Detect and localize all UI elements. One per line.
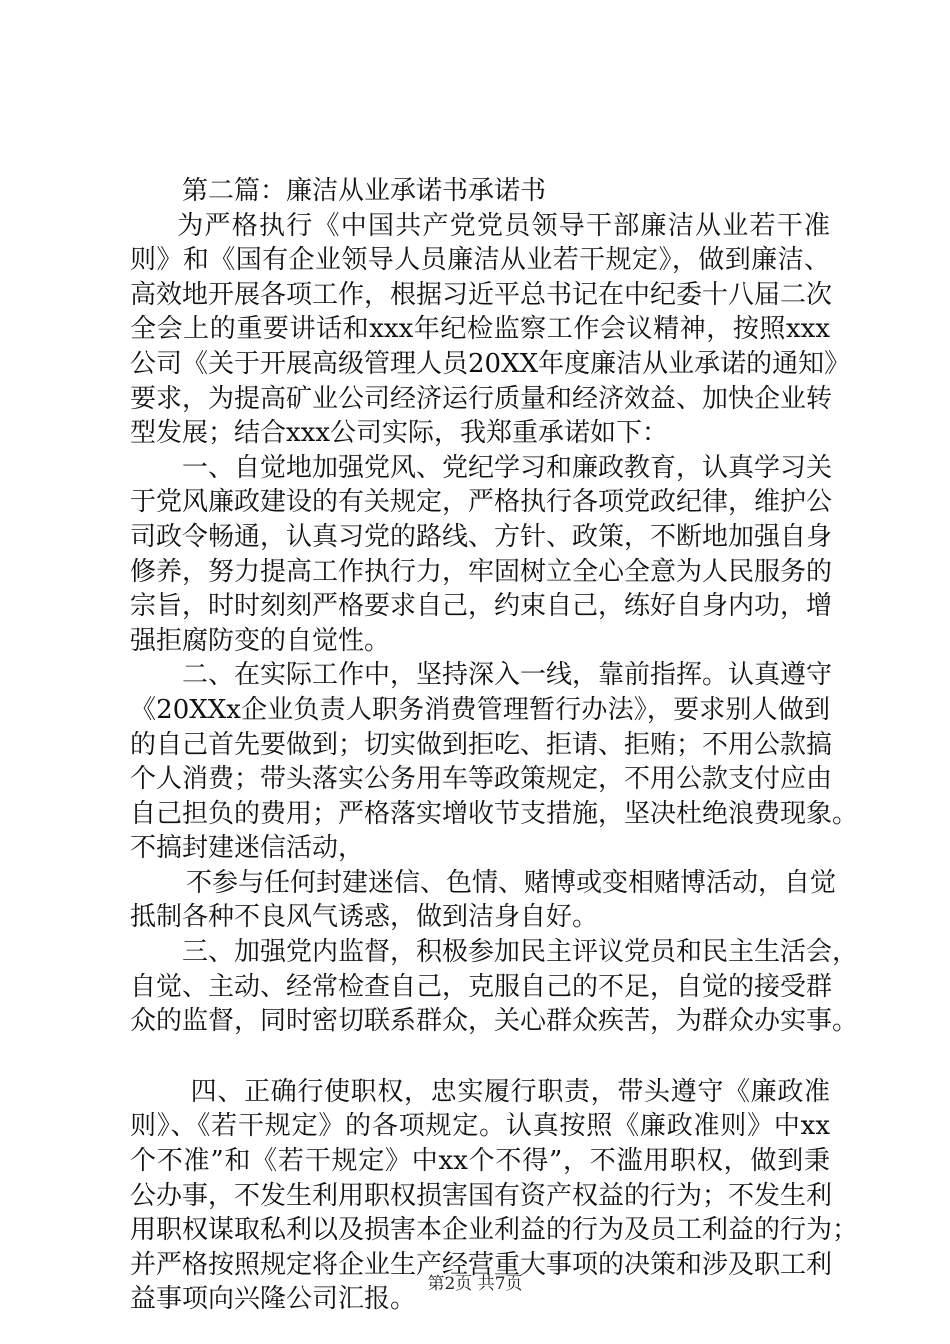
paragraph-line: 抵制各种不良风气诱惑，做到洁身自好。 (130, 902, 599, 933)
paragraph-line: 公办事，不发生利用职权损害国有资产权益的行为；不发生利 (130, 1180, 833, 1211)
paragraph-line: 个不准”和《若干规定》中xx个不得”，不滥用职权，做到秉 (130, 1146, 830, 1177)
paragraph-line: 《20XXx企业负责人职务消费管理暂行办法》，要求别人做到 (130, 694, 830, 725)
paragraph-line: 宗旨，时时刻刻严格要求自己，约束自己，练好自身内功，增 (130, 591, 833, 622)
paragraph-gap (130, 1039, 830, 1075)
paragraph-line: 则》和《国有企业领导人员廉洁从业若干规定》，做到廉洁、 (130, 245, 830, 276)
paragraph-line: 自己担负的费用；严格落实增收节支措施，坚决杜绝浪费现象。 (130, 798, 859, 829)
paragraph-line: 二、在实际工作中，坚持深入一线，靠前指挥。认真遵守 (156, 660, 833, 691)
document-title: 第二篇：廉洁从业承诺书承诺书 (182, 176, 547, 206)
paragraph-line: 益事项向兴隆公司汇报。 (130, 1284, 417, 1315)
paragraph-line: 公司《关于开展高级管理人员20XX年度廉洁从业承诺的通知》 (130, 348, 851, 379)
paragraph-line: 强拒腐防变的自觉性。 (130, 625, 391, 656)
paragraph-line: 一、自觉地加强党风、党纪学习和廉政教育，认真学习关 (156, 452, 833, 483)
page-number-footer: 第2页 共7页 (427, 1274, 523, 1294)
paragraph-line: 高效地开展各项工作，根据习近平总书记在中纪委十八届二次 (130, 279, 833, 310)
paragraph-line: 自觉、主动、经常检查自己，克服自己的不足，自觉的接受群 (130, 971, 833, 1002)
paragraph-line: 为严格执行《中国共产党党员领导干部廉洁从业若干准 (150, 210, 830, 241)
paragraph-line: 司政令畅通，认真习党的路线、方针、政策，不断地加强自身 (130, 521, 833, 552)
paragraph-line: 四、正确行使职权，忠实履行职责，带头遵守《廉政准 (164, 1076, 830, 1107)
paragraph-line: 不搞封建迷信活动， (130, 833, 365, 864)
paragraph-line: 于党风廉政建设的有关规定，严格执行各项党政纪律，维护公 (130, 487, 833, 518)
paragraph-line: 修养，努力提高工作执行力，牢固树立全心全意为人民服务的 (130, 556, 833, 587)
paragraph-line: 则》、《若干规定》的各项规定。认真按照《廉政准则》中xx (130, 1111, 830, 1142)
paragraph-line: 全会上的重要讲话和xxx年纪检监察工作会议精神，按照xxx (130, 314, 830, 345)
paragraph-line: 要求，为提高矿业公司经济运行质量和经济效益、加快企业转 (130, 383, 833, 414)
document-body (130, 174, 859, 1317)
paragraph-line: 并严格按照规定将企业生产经营重大事项的决策和涉及职工利 (130, 1249, 833, 1280)
paragraph-line: 用职权谋取私利以及损害本企业利益的行为及员工利益的行为； (130, 1215, 859, 1246)
paragraph-line: 众的监督，同时密切联系群众，关心群众疾苦，为群众办实事。 (130, 1006, 859, 1037)
paragraph-line: 三、加强党内监督，积极参加民主评议党员和民主生活会， (156, 937, 859, 968)
paragraph-line: 不参与任何封建迷信、色情、赌博或变相赌博活动，自觉 (160, 867, 837, 898)
paragraph-line: 个人消费；带头落实公务用车等政策规定，不用公款支付应由 (130, 764, 833, 795)
paragraph-line: 的自己首先要做到；切实做到拒吃、拒请、拒贿；不用公款搞 (130, 729, 833, 760)
paragraph-line: 型发展；结合xxx公司实际，我郑重承诺如下： (130, 418, 668, 449)
